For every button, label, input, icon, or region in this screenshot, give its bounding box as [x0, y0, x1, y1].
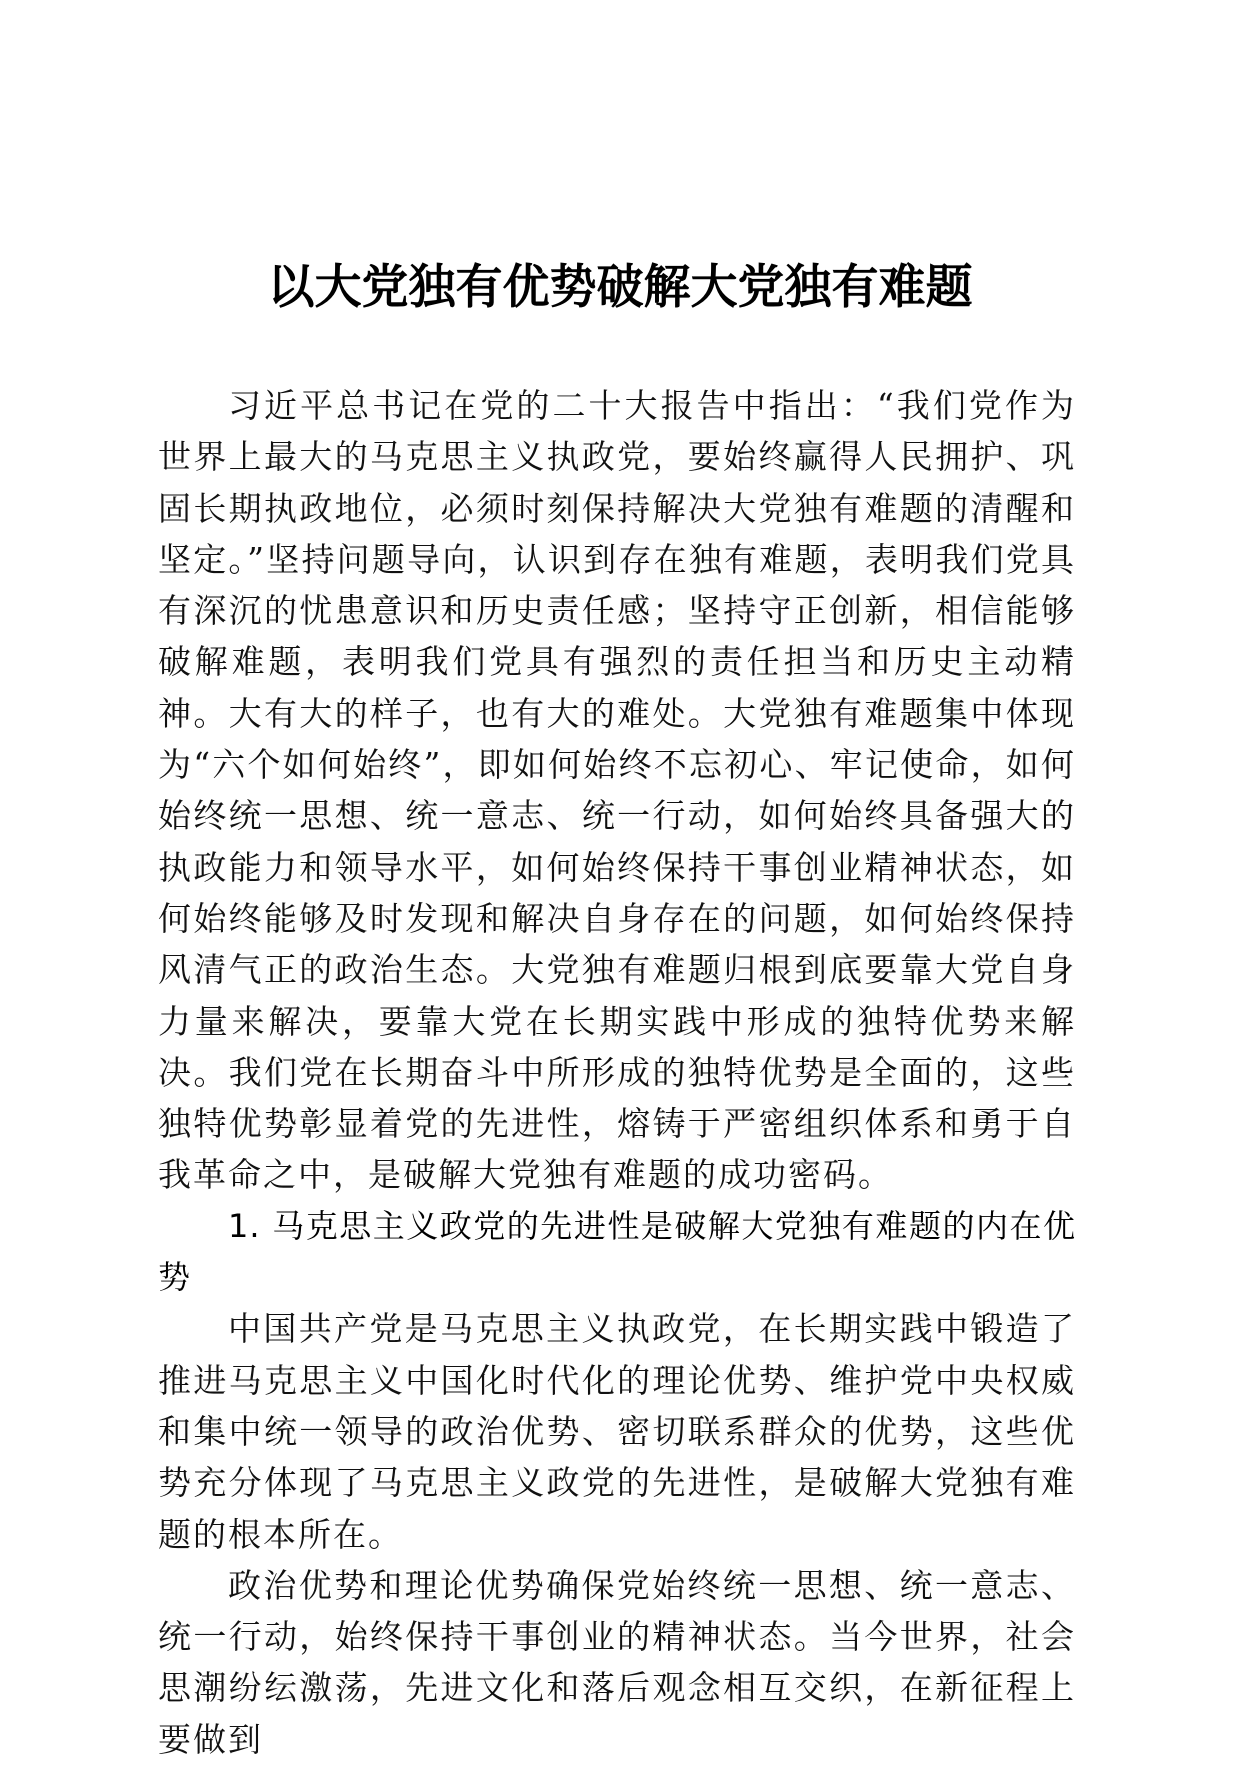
document-body	[158, 380, 1076, 1765]
document-title: 以大党独有优势破解大党独有难题	[267, 260, 973, 315]
paragraph-intro: 习近平总书记在党的二十大报告中指出：“我们党作为世界上最大的马克思主义执政党，要始终赢得人民拥护、巩固长期执政地位，必须时刻保持解决大党独有难题的清醒和坚定。”坚持问题导向，认识到存在独有难题，表明我们党具有深沉的忧患意识和历史责任感；坚持守正创新，相信能够破解难题，表明我们党具有强烈的责任担当和历史主动精神。大有大的样子，也有大的难处。大党独有难题集中体现为“六个如何始终”，即如何始终不忘初心、牢记使命，如何始终统一思想、统一意志、统一行动，如何始终具备强大的执政能力和领导水平，如何始终保持干事创业精神状态，如何始终能够及时发现和解决自身存在的问题，如何始终保持风清气正的政治生态。大党独有难题归根到底要靠大党自身力量来解决，要靠大党在长期实践中形成的独特优势来解决。我们党在长期奋斗中所形成的独特优势是全面的，这些独特优势彰显着党的先进性，熔铸于严密组织体系和勇于自我革命之中，是破解大党独有难题的成功密码。	[158, 386, 1076, 1195]
section-heading-1: 1. 马克思主义政党的先进性是破解大党独有难题的内在优势	[158, 1206, 1076, 1297]
paragraph-section-1: 中国共产党是马克思主义执政党，在长期实践中锻造了推进马克思主义中国化时代化的理论优势、维护党中央权威和集中统一领导的政治优势、密切联系群众的优势，这些优势充分体现了马克思主义政党的先进性，是破解大党独有难题的根本所在。	[158, 1309, 1076, 1554]
paragraph-section-1-continued: 政治优势和理论优势确保党始终统一思想、统一意志、统一行动，始终保持干事创业的精神状态。当今世界，社会思潮纷纭激荡，先进文化和落后观念相互交织，在新征程上要做到	[158, 1565, 1076, 1759]
